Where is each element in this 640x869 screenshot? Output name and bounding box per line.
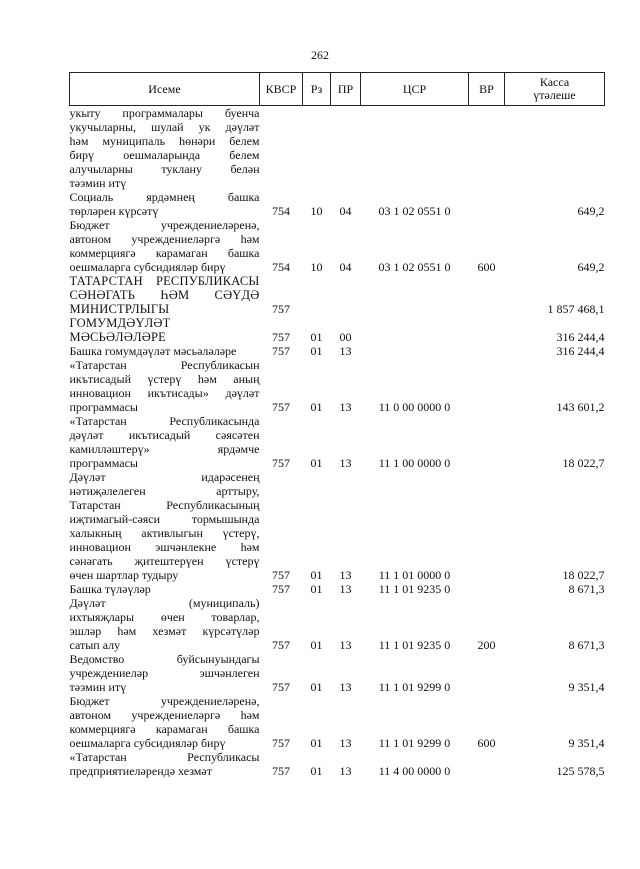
table-row [70, 582, 605, 596]
row-vr [469, 190, 505, 218]
row-name-line: икътисадый үстерү һәм аның [69, 372, 260, 386]
row-sum: 649,2 [577, 260, 605, 274]
row-name-line: коммерциягә карамаган башка [69, 246, 260, 260]
row-csr: 11 1 01 9299 0 [378, 736, 451, 750]
row-rz [303, 274, 331, 316]
row-name [70, 358, 260, 414]
row-sum: 18 022,7 [562, 456, 605, 470]
row-name-line: халыкның активлыгын үстерү, [69, 526, 260, 540]
row-rz: 10 [310, 260, 323, 274]
row-name-line: укучыларны, шулай ук дәүләт [69, 120, 260, 134]
row-name-line: СӘНӘГАТЬ ҺӘМ СӘҮДӘ [69, 288, 260, 302]
row-rz: 01 [310, 456, 323, 470]
header-kassa [505, 73, 605, 106]
row-csr: 11 1 01 0000 0 [378, 568, 451, 582]
row-name-line: һәм муниципаль һөнәри белем [69, 134, 260, 148]
row-csr: 11 1 00 0000 0 [378, 456, 451, 470]
header-kassa-line1: Касса [539, 75, 570, 89]
row-name-line: ГОМУМДӘҮЛӘТ [69, 316, 171, 330]
table-row [70, 274, 605, 316]
row-name-line: тәэмин итү [69, 176, 127, 190]
row-name-line: программасы [69, 400, 138, 414]
row-csr [361, 344, 469, 358]
row-name-line: Бюджет учреждениеләренә, [69, 694, 260, 708]
row-kvsr: 757 [272, 568, 290, 582]
row-name [70, 596, 260, 652]
row-vr [469, 274, 505, 316]
row-name-line: ихтыяҗлары өчен товарлар, [69, 610, 260, 624]
row-vr [469, 470, 505, 582]
row-rz: 01 [310, 764, 323, 778]
row-name-line: оешмаларга субсидияләр бирү [69, 260, 226, 274]
row-sum: 143 601,2 [556, 400, 605, 414]
row-pr: 13 [339, 400, 352, 414]
row-csr: 11 1 01 9235 0 [378, 582, 451, 596]
row-name-line: нәтиҗәлелеген арттыру, [69, 484, 260, 498]
row-sum [505, 106, 605, 191]
row-name-line: алучыларны туклану белән [69, 162, 260, 176]
row-sum: 8 671,3 [568, 638, 605, 652]
row-kvsr: 754 [272, 260, 290, 274]
row-name-line: Дәүләт идарәсенең [69, 470, 260, 484]
row-rz: 01 [310, 638, 323, 652]
row-vr [469, 414, 505, 470]
row-name-line: коммерциягә карамаган башка [69, 722, 260, 736]
table-row [70, 316, 605, 344]
table-header-row [70, 73, 605, 106]
row-name-line: Дәүләт (муниципаль) [69, 596, 260, 610]
row-kvsr: 757 [272, 638, 290, 652]
row-pr: 13 [339, 638, 352, 652]
table-row [70, 694, 605, 750]
row-name-line: дәүләт икътисадый сәясәтен [69, 428, 260, 442]
row-name-line: «Татарстан Республикасында [69, 414, 260, 428]
row-vr [469, 582, 505, 596]
table-row [70, 596, 605, 652]
row-name [70, 582, 260, 596]
row-name-line: оешмаларга субсидияләр бирү [69, 736, 226, 750]
row-name-line: инновацион икътисады» дәүләт [69, 386, 260, 400]
row-name-line: МИНИСТРЛЫГЫ [69, 302, 170, 316]
row-name [70, 218, 260, 274]
row-pr: 13 [339, 344, 352, 358]
row-name-line: сатып алу [69, 638, 121, 652]
row-csr: 03 1 02 0551 0 [378, 204, 451, 218]
row-name [70, 316, 260, 344]
row-name-line: бирү оешмаларында белем [69, 148, 260, 162]
row-csr: 11 4 00 0000 0 [378, 764, 451, 778]
row-csr: 11 0 00 0000 0 [378, 400, 451, 414]
row-sum: 9 351,4 [568, 736, 605, 750]
row-csr: 11 1 01 9299 0 [378, 680, 451, 694]
row-kvsr: 757 [272, 736, 290, 750]
row-rz [303, 106, 331, 191]
row-name-line: автоном учреждениеләргә һәм [69, 708, 260, 722]
row-name [70, 694, 260, 750]
header-pr: ПР [331, 73, 361, 106]
row-pr: 13 [339, 582, 352, 596]
row-pr: 04 [339, 260, 352, 274]
row-kvsr: 757 [272, 456, 290, 470]
row-rz: 01 [310, 330, 323, 344]
row-kvsr [260, 106, 303, 191]
row-sum: 1 857 468,1 [547, 302, 605, 316]
row-vr [469, 316, 505, 344]
row-name-line: программасы [69, 456, 138, 470]
row-pr: 13 [339, 764, 352, 778]
row-name-line: Башка гомумдәүләт мәсьәләләре [69, 344, 237, 358]
row-rz: 01 [310, 568, 323, 582]
budget-table [69, 72, 605, 778]
row-name [70, 106, 260, 191]
row-kvsr: 754 [272, 204, 290, 218]
row-name-line: «Татарстан Республикасы [69, 750, 260, 764]
row-rz: 01 [310, 582, 323, 596]
row-name [70, 344, 260, 358]
page-number: 262 [311, 48, 329, 62]
row-sum: 125 578,5 [556, 764, 605, 778]
header-name: Исеме [70, 73, 260, 106]
row-name-line: тәэмин итү [69, 680, 127, 694]
row-name [70, 652, 260, 694]
row-csr [361, 274, 469, 316]
row-csr: 11 1 01 9235 0 [378, 638, 451, 652]
header-csr: ЦСР [361, 73, 469, 106]
row-name-line: Бюджет учреждениеләренә, [69, 218, 260, 232]
table-row [70, 190, 605, 218]
row-sum: 316 244,4 [556, 330, 605, 344]
row-name-line: Башка түләүләр [69, 582, 151, 596]
row-vr: 200 [477, 638, 496, 652]
row-vr [469, 652, 505, 694]
row-pr: 13 [339, 736, 352, 750]
row-name-line: автоном учреждениеләргә һәм [69, 232, 260, 246]
row-name-line: инновацион эшчәнлекне һәм [69, 540, 260, 554]
header-vr: ВР [469, 73, 505, 106]
row-vr [469, 358, 505, 414]
row-rz: 10 [310, 204, 323, 218]
row-kvsr: 757 [272, 764, 290, 778]
row-name-line: МӘСЬӘЛӘЛӘРЕ [69, 330, 166, 344]
row-vr: 600 [477, 736, 496, 750]
row-name-line: учреждениеләр эшчәнлеген [69, 666, 260, 680]
row-vr [469, 750, 505, 778]
row-pr: 13 [339, 680, 352, 694]
table-row [70, 750, 605, 778]
row-rz: 01 [310, 736, 323, 750]
row-vr [469, 344, 505, 358]
row-sum: 9 351,4 [568, 680, 605, 694]
row-pr: 13 [339, 568, 352, 582]
row-sum: 18 022,7 [562, 568, 605, 582]
table-row [70, 344, 605, 358]
row-rz: 01 [310, 400, 323, 414]
table-row [70, 414, 605, 470]
row-name-line: Татарстан Республикасының [69, 498, 260, 512]
row-kvsr: 757 [272, 330, 290, 344]
row-csr [361, 316, 469, 344]
row-name-line: камилләштерү» ярдәмче [69, 442, 260, 456]
row-name-line: Социаль ярдәмнең башка [69, 190, 260, 204]
row-name [70, 750, 260, 778]
row-pr: 00 [339, 330, 352, 344]
table-row [70, 218, 605, 274]
row-sum: 649,2 [577, 204, 605, 218]
row-kvsr: 757 [272, 302, 290, 316]
row-pr: 13 [339, 456, 352, 470]
row-pr: 04 [339, 204, 352, 218]
row-name-line: иҗтимагый-сәяси тормышында [69, 512, 260, 526]
row-kvsr: 757 [272, 344, 290, 358]
row-name [70, 414, 260, 470]
row-rz: 01 [310, 344, 323, 358]
row-pr [331, 274, 361, 316]
table-row [70, 470, 605, 582]
table-body [70, 106, 605, 779]
row-vr: 600 [477, 260, 496, 274]
row-csr: 03 1 02 0551 0 [378, 260, 451, 274]
row-name [70, 470, 260, 582]
row-name-line: «Татарстан Республикасын [69, 358, 260, 372]
row-kvsr: 757 [272, 582, 290, 596]
row-sum: 8 671,3 [568, 582, 605, 596]
row-kvsr: 757 [272, 400, 290, 414]
row-name-line: укыту программалары буенча [69, 106, 260, 120]
row-csr [361, 106, 469, 191]
header-kvsr: КВСР [260, 73, 303, 106]
row-name-line: төрләрен күрсәтү [69, 204, 159, 218]
row-pr [331, 106, 361, 191]
table-row [70, 106, 605, 191]
row-kvsr: 757 [272, 680, 290, 694]
row-rz: 01 [310, 680, 323, 694]
row-name-line: ТАТАРСТАН РЕСПУБЛИКАСЫ [69, 274, 260, 288]
row-sum: 316 244,4 [556, 344, 605, 358]
row-name [70, 190, 260, 218]
header-kassa-line2: үтәлеше [533, 88, 576, 102]
header-rz: Рз [303, 73, 331, 106]
row-name-line: сәнәгать җитештерүен үстерү [69, 554, 260, 568]
row-name-line: өчен шартлар тудыру [69, 568, 179, 582]
row-name-line: Ведомство буйсынуындагы [69, 652, 260, 666]
row-name-line: эшләр һәм хезмәт күрсәтүләр [69, 624, 260, 638]
table-row [70, 652, 605, 694]
row-name-line: предприятиеләрендә хезмәт [69, 764, 212, 778]
table-row [70, 358, 605, 414]
row-vr [469, 106, 505, 191]
row-name [70, 274, 260, 316]
